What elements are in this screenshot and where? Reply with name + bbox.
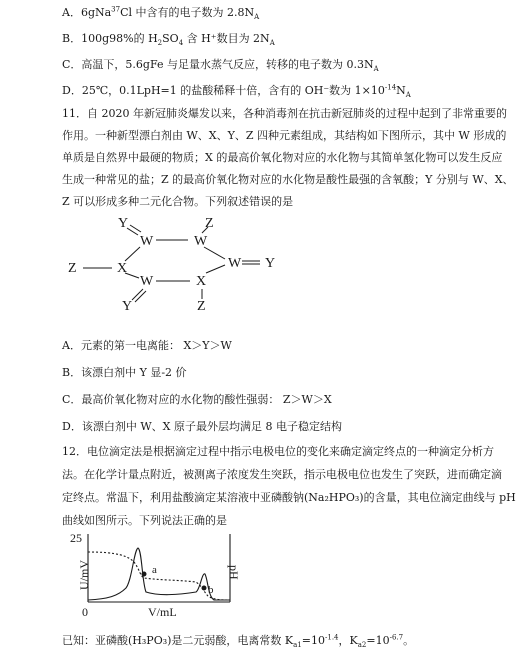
- option-d-prev: D．25℃，0.1LpH=1 的盐酸稀释十倍，含有的 OH⁻数为 $1\times 10^{-14}N_A$: [62, 83, 411, 100]
- option-b-prev: B．100g98%的 $H_2SO_4$ 含 H⁺数目为 $2N_A$: [62, 32, 275, 48]
- atom-w-top-right: W: [194, 234, 208, 249]
- atom-w-top-left: W: [140, 234, 154, 249]
- atom-w-right: W: [228, 256, 242, 271]
- atom-y-top: Y: [118, 216, 129, 231]
- q11-option-c: C．最高价氧化物对应的水化物的酸性强弱： Z＞W＞X: [62, 393, 332, 406]
- origin-tick: 0: [82, 605, 88, 619]
- structure-diagram: [60, 207, 300, 325]
- y-top-tick: 25: [70, 531, 82, 545]
- q11-line-3: 单质是自然界中最硬的物质；X 的最高价氧化物对应的水化物与其简单氢化物可以发生反应: [62, 151, 503, 164]
- option-c-prev: C．高温下，5.6gFe 与足量水蒸气反应，转移的电子数为 $0.3N_A$: [62, 58, 379, 74]
- atom-z-top: Z: [205, 216, 214, 231]
- point-a-label: a: [152, 564, 157, 576]
- option-a-prev: A．6gNa$^{37}$Cl 中含有的电子数为 $2.8N_A$: [62, 5, 260, 22]
- q12-line-2: 法。在化学计量点附近，被测离子浓度发生突跃，指示电极电位也发生了突跃，进而确定滴: [62, 468, 502, 481]
- q11-option-b: B．该漂白剂中 Y 显-2 价: [62, 366, 187, 379]
- atom-y-right: Y: [265, 256, 276, 271]
- q11-line-2: 作用。一种新型漂白剂由 W、X、Y、Z 四种元素组成，其结构如下图所示，其中 W 形成的: [62, 129, 507, 142]
- y-right-axis-label: pH: [227, 565, 241, 580]
- titration-chart: [58, 530, 258, 622]
- y-left-axis-label: U/mV: [77, 560, 91, 590]
- atom-z-bottom: Z: [197, 299, 206, 314]
- atom-x-left: X: [117, 261, 128, 276]
- q11-option-a: A．元素的第一电离能： X＞Y＞W: [62, 339, 232, 352]
- q11-line-1: 11．自 2020 年新冠肺炎爆发以来，各种消毒剂在抗击新冠肺炎的过程中起到了非常重要的: [62, 107, 507, 120]
- x-axis-label: V/mL: [148, 605, 177, 619]
- q11-line-5: Z 可以形成多种二元化合物。下列叙述错误的是: [62, 195, 294, 208]
- q12-line-4: 曲线如图所示。下列说法正确的是: [62, 514, 227, 527]
- q11-option-d: D．该漂白剂中 W、X 原子最外层均满足 8 电子稳定结构: [62, 420, 342, 433]
- q11-line-4: 生成一种常见的盐；Z 的最高价氧化物对应的水化物是酸性最强的含氧酸；Y 分别与 W、X、: [62, 173, 514, 186]
- q12-known: 已知：亚磷酸(H₃PO₃)是二元弱酸，电离常数 $K_{a1}=10^{-1.4}$，$K_{a2}=10^{-6.7}$。: [62, 633, 415, 650]
- q12-line-1: 12．电位滴定法是根据滴定过程中指示电极电位的变化来确定滴定终点的一种滴定分析方: [62, 445, 494, 458]
- q12-line-3: 定终点。常温下，利用盐酸滴定某溶液中亚磷酸钠(Na₂HPO₃)的含量，其电位滴定曲线与 pH: [62, 491, 516, 504]
- atom-w-bottom-left: W: [140, 274, 154, 289]
- point-a-marker: [142, 572, 147, 577]
- point-b-marker: [202, 586, 207, 591]
- atom-y-bottom: Y: [122, 299, 133, 314]
- atom-z-left: Z: [68, 261, 77, 276]
- point-b-label: b: [208, 584, 214, 596]
- atom-x-right: X: [196, 274, 207, 289]
